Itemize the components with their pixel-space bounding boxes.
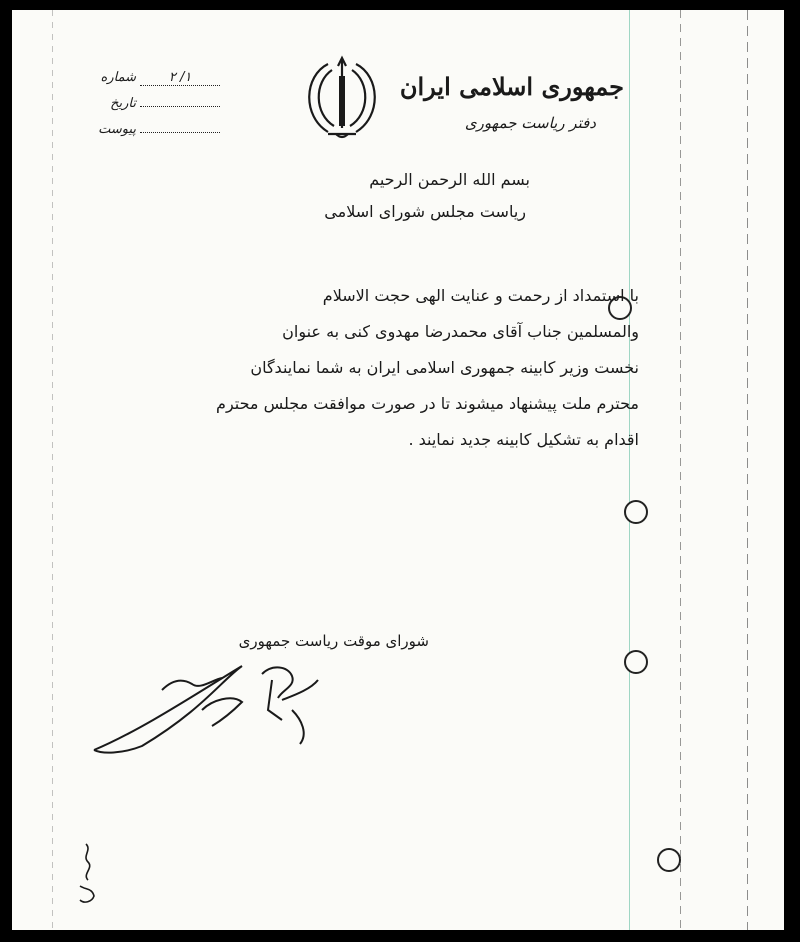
date-label: تاریخ <box>110 96 136 111</box>
signatory-title: شورای موقت ریاست جمهوری <box>238 632 429 650</box>
right-margin-line-green <box>629 10 630 930</box>
letter-page <box>12 10 784 930</box>
body-line: محترم ملت پیشنهاد میشوند تا در صورت موافقت مجلس محترم <box>216 394 639 413</box>
number-value: ۱/ ۲ <box>140 70 220 86</box>
number-label: شماره <box>100 70 136 85</box>
attachment-value <box>140 132 220 133</box>
margin-handwriting-image <box>72 840 102 910</box>
binder-hole <box>624 650 648 674</box>
header-title: جمهوری اسلامی ایران <box>399 72 624 101</box>
right-edge-line <box>747 10 748 930</box>
date-value <box>140 106 220 107</box>
meta-attachment <box>90 122 220 137</box>
binder-hole <box>657 848 681 872</box>
attachment-label: پیوست <box>98 122 136 137</box>
body-line: با استمداد از رحمت و عنایت الهی حجت الاسلام <box>322 286 639 305</box>
meta-number <box>90 70 220 86</box>
recipient: ریاست مجلس شورای اسلامی <box>324 202 526 221</box>
right-margin-line-dashed <box>680 10 681 930</box>
body-line: والمسلمین جناب آقای محمدرضا مهدوی کنی به عنوان <box>282 322 639 341</box>
meta-date <box>90 96 220 111</box>
letter-body <box>119 278 639 458</box>
signatures-image <box>82 650 342 760</box>
left-margin-line <box>52 10 53 930</box>
bismillah: بسم الله الرحمن الرحیم <box>369 170 530 189</box>
body-line: نخست وزیر کابینه جمهوری اسلامی ایران به شما نمایندگان <box>250 358 639 377</box>
binder-hole <box>624 500 648 524</box>
iran-emblem-icon <box>298 54 386 146</box>
header-subtitle: دفتر ریاست جمهوری <box>464 114 596 132</box>
body-line: اقدام به تشکیل کابینه جدید نمایند . <box>408 430 639 449</box>
